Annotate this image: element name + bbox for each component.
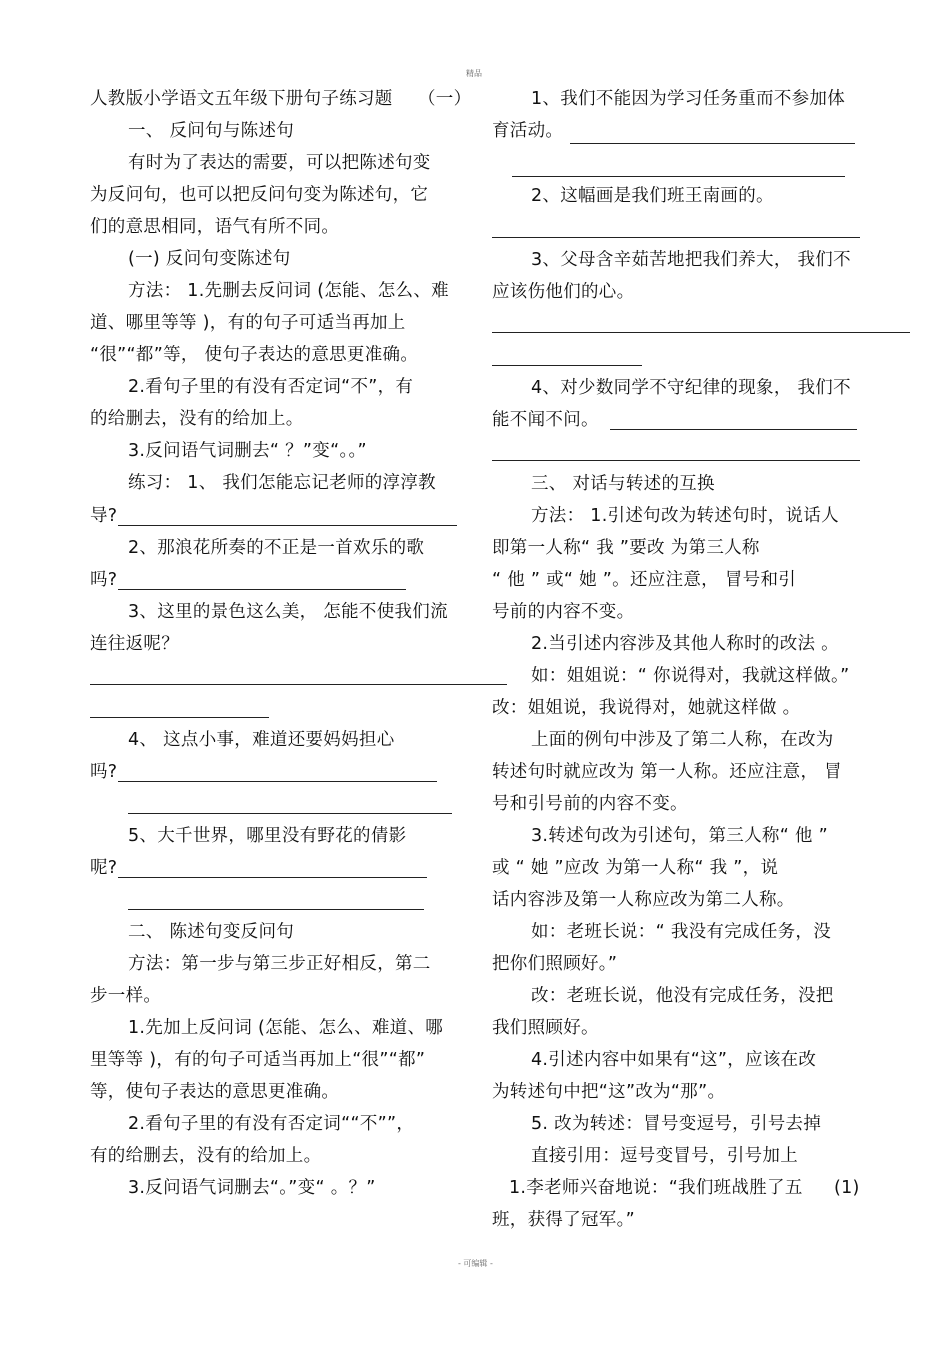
- section-2-step-1-line-2: 里等等 )，有的句子可适当再加上“很”“都”: [90, 1050, 426, 1070]
- example-change-line-1: 改：老班长说，他没有完成任务，没把: [531, 986, 834, 1006]
- section-2-step-2-line-2: 有的给删去，没有的给加上。: [90, 1146, 322, 1166]
- rule-5-line-1: 5. 改为转述：冒号变逗号，引号去掉: [531, 1114, 822, 1134]
- answer-line[interactable]: [118, 589, 406, 590]
- section-2-step-2-line-1: 2.看句子里的有没有否定词““不””，: [128, 1114, 415, 1134]
- subsection-1-heading: (一) 反问句变陈述句: [128, 249, 291, 269]
- practice-4-line-1: 4、 这点小事，难道还要妈妈担心: [128, 730, 395, 750]
- intro-line-3: 们的意思相同，语气有所不同。: [90, 217, 340, 237]
- answer-line[interactable]: [90, 684, 507, 685]
- exercise-4-line-1: 4、对少数同学不守纪律的现象， 我们不: [531, 378, 851, 398]
- example-change-line-2: 我们照顾好。: [492, 1018, 599, 1038]
- rule-2-line-3: 改：姐姐说，我说得对，她就这样做 。: [492, 698, 801, 718]
- answer-line[interactable]: [492, 460, 860, 461]
- answer-line[interactable]: [118, 781, 437, 782]
- exercise-5-line-2: 班，获得了冠军。”: [492, 1210, 636, 1230]
- section-1-heading: 一、 反问句与陈述句: [128, 121, 295, 141]
- rule-4-line-1: 4.引述内容中如果有“这”，应该在改: [531, 1050, 817, 1070]
- rule-2b-line-1: 上面的例句中涉及了第二人称，在改为: [531, 730, 834, 750]
- answer-line[interactable]: [128, 813, 452, 814]
- rule-3-line-2: 或 “ 她 ”应改 为第一人称“ 我 ”，说: [492, 858, 779, 878]
- intro-line-2: 为反问句，也可以把反问句变为陈述句，它: [90, 185, 429, 205]
- exercise-5-number: (1): [834, 1178, 860, 1198]
- header-note: 精品: [466, 69, 482, 78]
- section-2-method-line-1: 方法：第一步与第三步正好相反，第二: [128, 954, 431, 974]
- section-2-step-1-line-3: 等，使句子表达的意思更准确。: [90, 1082, 340, 1102]
- answer-line[interactable]: [570, 143, 855, 144]
- example-line-2: 把你们照顾好。”: [492, 954, 618, 974]
- rule-1-line-1: 方法： 1.引述句改为转述句时，说话人: [531, 506, 839, 526]
- rule-2b-line-2: 转述句时就应改为 第一人称。还应注意， 冒: [492, 762, 842, 782]
- practice-2-line-1: 2、那浪花所奏的不正是一首欢乐的歌: [128, 538, 425, 558]
- exercise-3-line-1: 3、父母含辛茹苦地把我们养大， 我们不: [531, 250, 851, 270]
- method-2-line-1: 2.看句子里的有没有否定词“不”，有: [128, 377, 414, 397]
- exercise-1-line-1: 1、我们不能因为学习任务重而不参加体: [531, 89, 846, 109]
- practice-1-line-2: 导?: [90, 506, 118, 526]
- rule-1-line-2: 即第一人称“ 我 ”要改 为第三人称: [492, 538, 760, 558]
- exercise-3-line-2: 应该伤他们的心。: [492, 282, 635, 302]
- rule-3-line-3: 话内容涉及第一人称应改为第二人称。: [492, 890, 795, 910]
- section-3-heading: 三、 对话与转述的互换: [531, 474, 715, 494]
- rule-2b-line-3: 号和引号前的内容不变。: [492, 794, 688, 814]
- answer-line[interactable]: [128, 909, 424, 910]
- practice-4-line-2: 吗?: [90, 762, 118, 782]
- exercise-2-line-1: 2、这幅画是我们班王南画的。: [531, 186, 774, 206]
- method-3-line-1: 3.反问语气词删去“ ？”变“。。”: [128, 441, 367, 461]
- method-1-line-2: 道、哪里等等 )，有的句子可适当再加上: [90, 313, 406, 333]
- practice-3-line-1: 3、这里的景色这么美， 怎能不使我们流: [128, 602, 448, 622]
- rule-5-line-2: 直接引用：逗号变冒号，引号加上: [531, 1146, 798, 1166]
- answer-line[interactable]: [492, 237, 860, 238]
- practice-5-line-1: 5、大千世界，哪里没有野花的倩影: [128, 826, 407, 846]
- section-2-step-3-line-1: 3.反问语气词删去“。”变“ 。？”: [128, 1178, 376, 1198]
- section-2-heading: 二、 陈述句变反问句: [128, 922, 295, 942]
- answer-line[interactable]: [118, 525, 457, 526]
- worksheet-title: 人教版小学语文五年级下册句子练习题: [90, 89, 393, 109]
- rule-2-line-2: 如：姐姐说：“ 你说得对，我就这样做。”: [531, 666, 850, 686]
- rule-1-line-4: 号前的内容不变。: [492, 602, 635, 622]
- exercise-5-line-1: 1.李老师兴奋地说：“我们班战胜了五: [509, 1178, 803, 1198]
- answer-line[interactable]: [492, 365, 642, 366]
- section-2-method-line-2: 步一样。: [90, 986, 162, 1006]
- answer-line[interactable]: [512, 176, 845, 177]
- answer-line[interactable]: [610, 429, 857, 430]
- answer-line[interactable]: [492, 332, 910, 333]
- exercise-4-line-2: 能不闻不问。: [492, 410, 599, 430]
- worksheet-title-number: （一）: [418, 89, 472, 109]
- rule-4-line-2: 为转述句中把“这”改为“那”。: [492, 1082, 726, 1102]
- exercise-1-line-2: 育活动。: [492, 121, 564, 141]
- practice-1-line-1: 练习： 1、 我们怎能忘记老师的淳淳教: [128, 473, 436, 493]
- example-line-1: 如：老班长说：“ 我没有完成任务，没: [531, 922, 832, 942]
- practice-5-line-2: 呢?: [90, 858, 118, 878]
- method-1-line-3: “很”“都”等， 使句子表达的意思更准确。: [90, 345, 419, 365]
- practice-2-line-2: 吗?: [90, 570, 118, 590]
- section-2-step-1-line-1: 1.先加上反问词 (怎能、怎么、难道、哪: [128, 1018, 444, 1038]
- answer-line[interactable]: [118, 877, 427, 878]
- footer-note: - 可编辑 -: [458, 1259, 493, 1268]
- practice-3-line-2: 连往返呢？: [90, 634, 179, 654]
- rule-2-line-1: 2.当引述内容涉及其他人称时的改法 。: [531, 634, 839, 654]
- intro-line-1: 有时为了表达的需要，可以把陈述句变: [128, 153, 431, 173]
- answer-line[interactable]: [90, 717, 269, 718]
- method-2-line-2: 的给删去，没有的给加上。: [90, 409, 304, 429]
- method-1-line-1: 方法： 1.先删去反问词 (怎能、怎么、难: [128, 281, 449, 301]
- rule-3-line-1: 3.转述句改为引述句，第三人称“ 他 ”: [531, 826, 828, 846]
- rule-1-line-3: “ 他 ” 或“ 她 ”。还应注意， 冒号和引: [492, 570, 797, 590]
